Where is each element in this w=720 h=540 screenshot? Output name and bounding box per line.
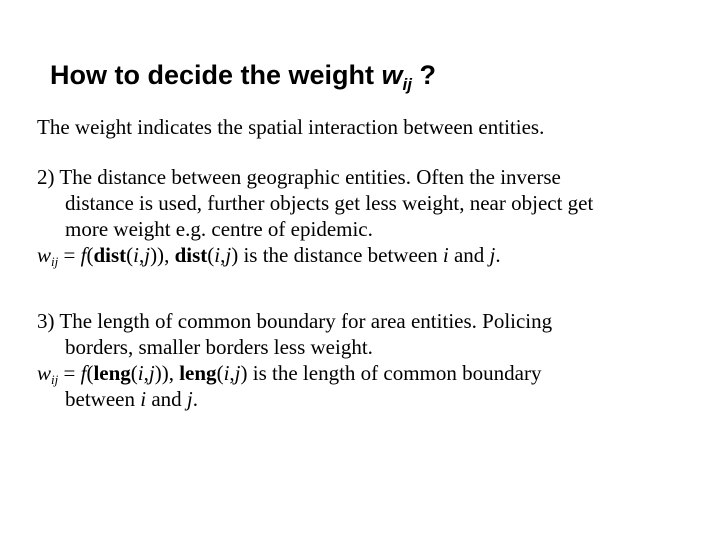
item-3-formula-continuation [37,386,687,412]
formula-i: i [442,243,449,267]
formula-comma: , [143,361,149,385]
formula-paren: ( [126,243,134,267]
title-prefix: How to decide the weight [50,60,382,90]
formula-separator: , [164,243,175,267]
intro-paragraph [37,114,687,140]
formula-period: . [495,243,501,267]
formula-leng: leng [93,361,131,385]
item-3-line-1: 3) The length of common boundary for area entities. Policing [37,309,553,333]
formula-weight-symbol: w [37,243,52,267]
formula-weight-subscript: ij [51,254,59,269]
formula-paren: ) [240,361,248,385]
item-3-paragraph [37,308,687,412]
continuation-text: between [65,387,141,411]
formula-paren: ( [86,361,94,385]
formula-f: f [80,243,87,267]
formula-paren: ( [216,361,224,385]
formula-description: is the distance between [238,243,443,267]
formula-i: i [140,387,147,411]
formula-and: and [448,243,490,267]
formula-j: j [234,361,241,385]
formula-dist-2: dist [174,243,208,267]
formula-period: . [192,387,198,411]
formula-j: j [186,387,193,411]
intro-text: The weight indicates the spatial interaction between entities. [37,115,545,139]
item-2-formula [37,242,687,268]
formula-i: i [137,361,144,385]
slide-title [50,58,436,92]
formula-j: j [489,243,496,267]
title-weight-subscript: ij [402,75,412,94]
formula-paren: )) [150,243,165,267]
formula-dist: dist [93,243,127,267]
formula-paren: ) [231,243,239,267]
formula-equals: = [58,243,81,267]
formula-comma: , [229,361,235,385]
formula-paren: ( [86,243,94,267]
item-2-line-2: distance is used, further objects get less weight, near object get [65,191,594,215]
formula-j: j [144,243,151,267]
title-suffix: ? [411,60,436,90]
item-3-line-2: borders, smaller borders less weight. [65,335,373,359]
formula-comma: , [220,243,226,267]
formula-paren: ( [207,243,215,267]
formula-equals: = [58,361,81,385]
formula-description: is the length of common boundary [247,361,542,385]
item-2-paragraph [37,164,687,268]
formula-weight-subscript: ij [51,372,59,387]
formula-i: i [133,243,139,267]
formula-j: j [148,361,155,385]
formula-separator: , [168,361,180,385]
formula-leng-2: leng [179,361,217,385]
formula-weight-symbol: w [37,361,52,385]
item-2-line-1: 2) The distance between geographic entities. Often the inverse [37,165,561,189]
formula-i: i [223,361,230,385]
formula-and: and [146,387,187,411]
formula-j: j [225,243,232,267]
formula-i: i [214,243,221,267]
formula-paren: ( [130,361,138,385]
item-2-line-3: more weight e.g. centre of epidemic. [65,217,373,241]
item-3-formula [37,360,687,386]
title-weight-symbol: w [381,60,403,90]
formula-comma: , [138,243,145,267]
formula-f: f [80,361,87,385]
formula-paren: )) [154,361,169,385]
